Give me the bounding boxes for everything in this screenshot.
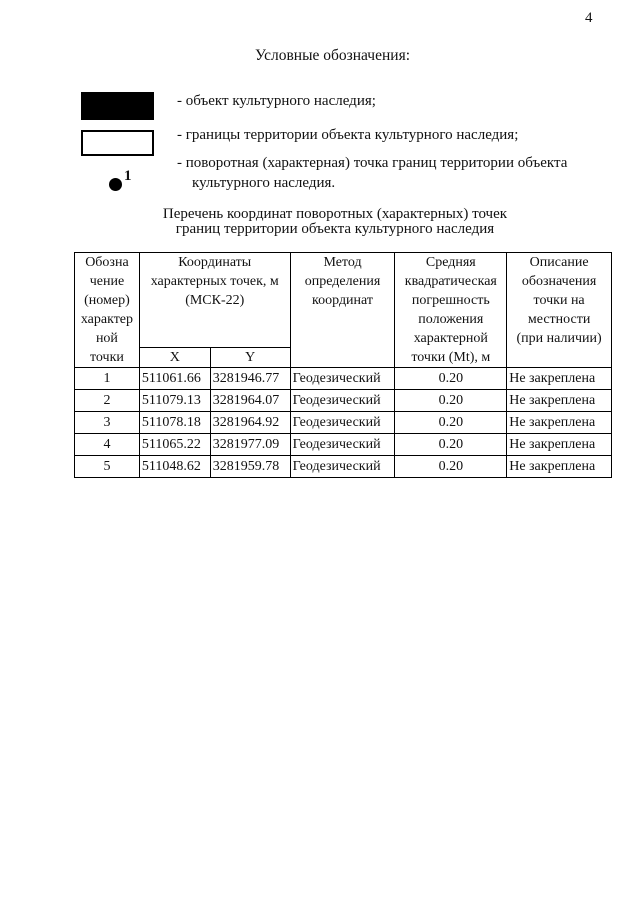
cell-num: 4 [75, 434, 140, 456]
cell-x: 511065.22 [139, 434, 210, 456]
cell-error: 0.20 [395, 390, 507, 412]
cell-x: 511061.66 [139, 368, 210, 390]
cell-num: 2 [75, 390, 140, 412]
coordinates-list-title [0, 207, 640, 237]
header-description-line: Описание [529, 255, 589, 270]
cell-description: Не закреплена [507, 434, 612, 456]
cell-method: Геодезический [290, 456, 395, 478]
legend-text-heritage-object: - объект культурного наследия; [177, 93, 376, 109]
page-number: 4 [585, 10, 593, 26]
cell-y: 3281964.07 [210, 390, 290, 412]
territory-boundary-swatch [81, 130, 154, 156]
cell-y: 3281977.09 [210, 434, 290, 456]
cell-num: 1 [75, 368, 140, 390]
turning-point-marker-icon [109, 178, 122, 191]
header-error-line: квадратическая [404, 274, 497, 289]
header-designation-line: (номер) [84, 293, 130, 308]
cell-description: Не закреплена [507, 412, 612, 434]
cell-num: 3 [75, 412, 140, 434]
cell-y: 3281964.92 [210, 412, 290, 434]
header-method-line: Метод [323, 255, 362, 270]
header-designation-line: чение [89, 274, 125, 289]
cell-error: 0.20 [395, 368, 507, 390]
header-designation [75, 253, 140, 368]
header-description-line: точки на [533, 293, 585, 308]
cell-method: Геодезический [290, 390, 395, 412]
header-description-line: (при наличии) [516, 331, 602, 346]
header-error-line: точки (Mt), м [411, 350, 491, 365]
legend-text-turning-point-line1: - поворотная (характерная) точка границ территории объекта [177, 155, 568, 171]
list-title-line1: Перечень координат поворотных (характерных) точек [162, 206, 508, 222]
header-designation-line: ной [95, 331, 118, 346]
cell-y: 3281946.77 [210, 368, 290, 390]
table-header-row [75, 253, 612, 348]
list-title-line2: границ территории объекта культурного наследия [175, 221, 495, 237]
header-method-line: определения [304, 274, 381, 289]
header-method-line: координат [312, 293, 374, 308]
header-error-line: погрешность [411, 293, 490, 308]
header-designation-line: характер [80, 312, 134, 327]
legend-title: Условные обозначения: [254, 47, 411, 64]
header-description [507, 253, 612, 368]
header-description-line: обозначения [521, 274, 597, 289]
header-coordinates-line: (МСК-22) [185, 293, 245, 308]
cell-method: Геодезический [290, 412, 395, 434]
turning-point-marker-label: 1 [124, 168, 132, 184]
coordinates-table [74, 252, 612, 478]
header-coordinates-line: характерных точек, м [150, 274, 279, 289]
cell-error: 0.20 [395, 412, 507, 434]
cell-description: Не закреплена [507, 368, 612, 390]
cell-method: Геодезический [290, 434, 395, 456]
cell-error: 0.20 [395, 434, 507, 456]
cell-description: Не закреплена [507, 390, 612, 412]
cell-x: 511078.18 [139, 412, 210, 434]
table-row [75, 390, 612, 412]
cell-x: 511079.13 [139, 390, 210, 412]
cell-method: Геодезический [290, 368, 395, 390]
header-designation-line: Обозна [85, 255, 129, 270]
header-coordinates [139, 253, 290, 348]
cell-y: 3281959.78 [210, 456, 290, 478]
header-error-line: характерной [413, 331, 488, 346]
header-x: X [139, 348, 210, 368]
table-row [75, 412, 612, 434]
heritage-object-swatch [81, 92, 154, 120]
header-method [290, 253, 395, 368]
legend-text-turning-point-line2: культурного наследия. [192, 175, 336, 191]
header-description-line: местности [527, 312, 591, 327]
header-error [395, 253, 507, 368]
table-row [75, 456, 612, 478]
header-coordinates-line: Координаты [178, 255, 252, 270]
cell-num: 5 [75, 456, 140, 478]
header-designation-line: точки [89, 350, 124, 365]
table-row [75, 368, 612, 390]
header-error-line: Средняя [425, 255, 476, 270]
table-row [75, 434, 612, 456]
legend-text-territory-boundary: - границы территории объекта культурного наследия; [177, 127, 519, 143]
header-error-line: положения [418, 312, 484, 327]
cell-description: Не закреплена [507, 456, 612, 478]
cell-error: 0.20 [395, 456, 507, 478]
cell-x: 511048.62 [139, 456, 210, 478]
header-y: Y [210, 348, 290, 368]
